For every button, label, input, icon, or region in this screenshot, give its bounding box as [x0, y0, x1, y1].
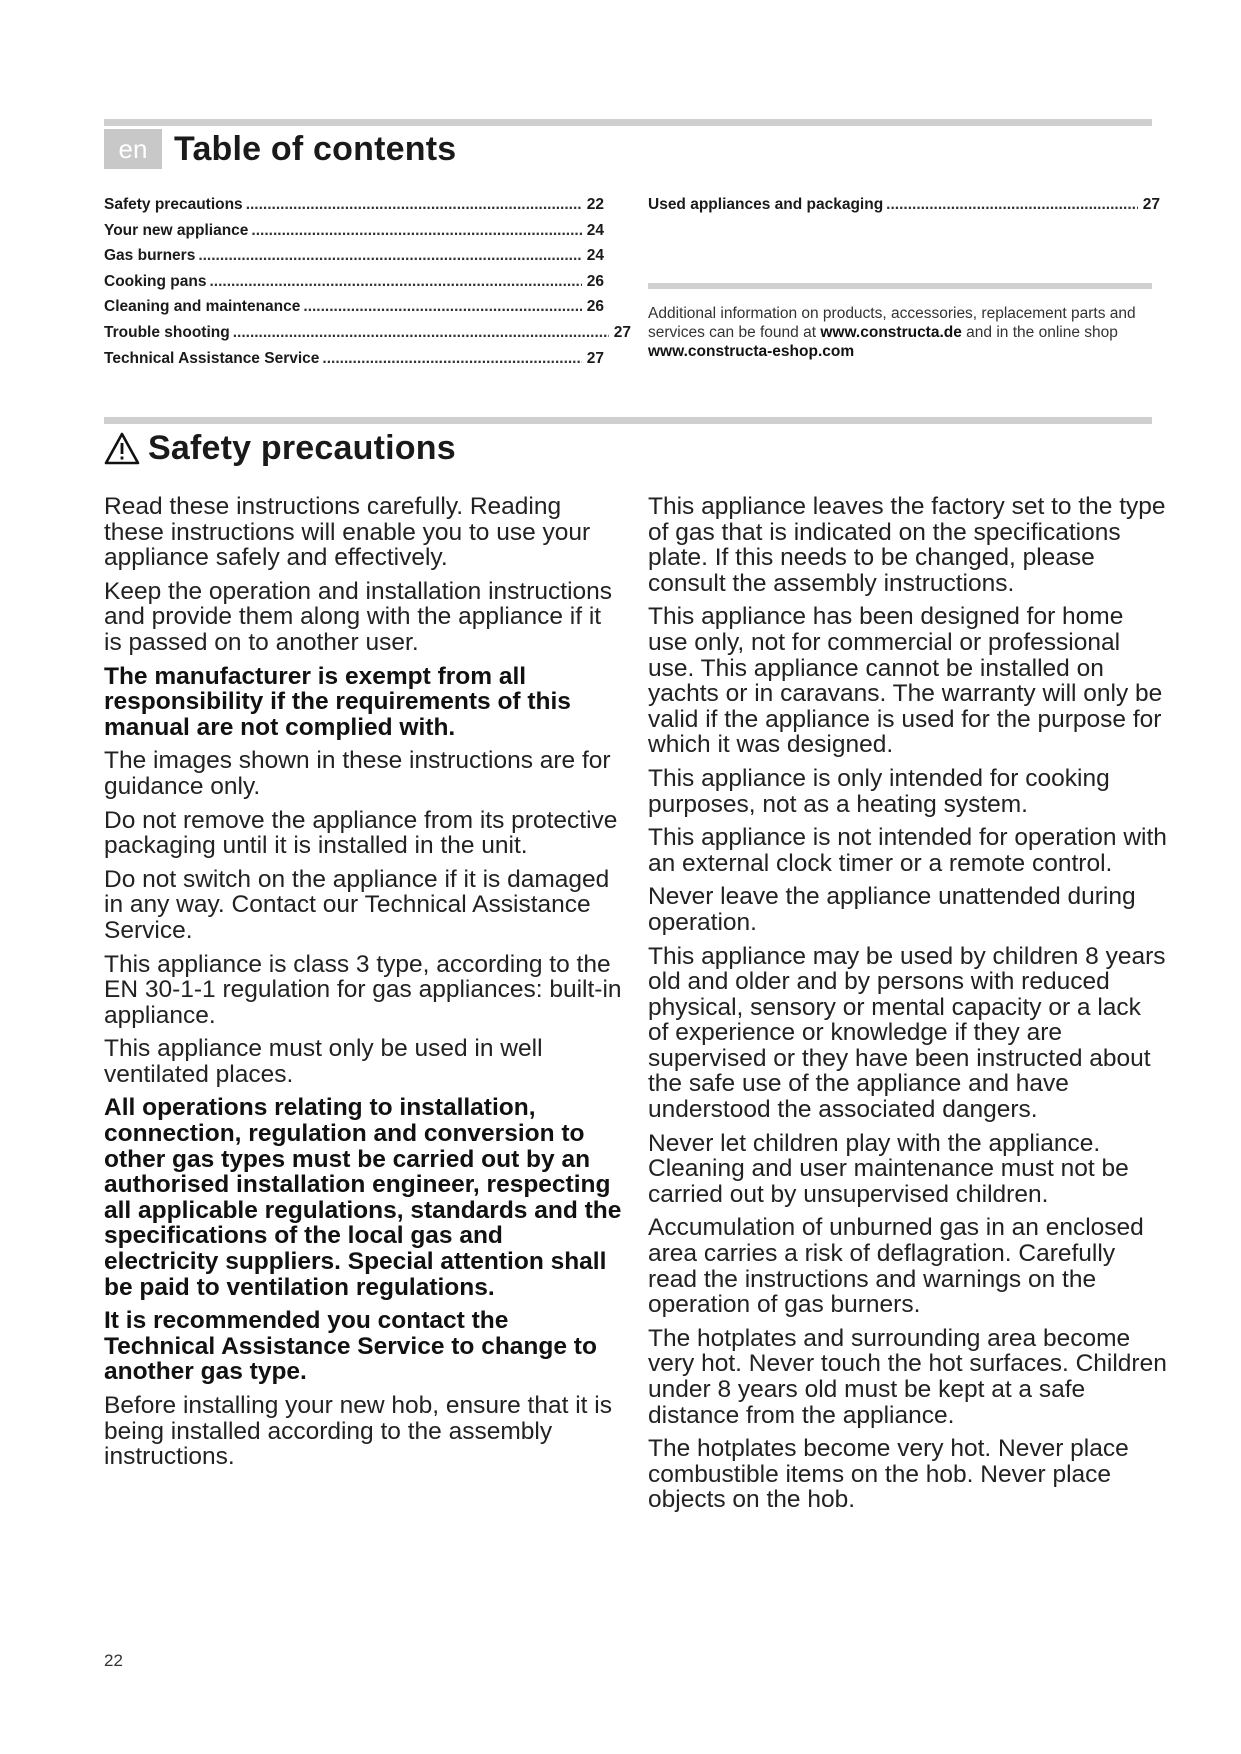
toc-entry[interactable] — [104, 222, 604, 248]
safety-paragraph: Do not remove the appliance from its protective packaging until it is installed in the unit. — [104, 806, 618, 860]
toc-entry[interactable] — [104, 298, 604, 324]
toc-leader-dots — [198, 247, 581, 265]
toc-entry[interactable] — [648, 196, 1160, 222]
page-number: 22 — [104, 1651, 123, 1670]
warning-triangle-icon — [104, 432, 140, 466]
safety-rule — [104, 417, 1152, 424]
toc-entry-page: 27 — [613, 323, 631, 341]
safety-paragraph: Accumulation of unburned gas in an enclosed area carries a risk of deflagration. Carefully read the instructions and warnings on the operation of gas burners. — [648, 1214, 1144, 1319]
toc-entry[interactable] — [104, 324, 631, 350]
toc-entry-page: 22 — [586, 196, 604, 213]
toc-leader-dots — [209, 273, 581, 291]
toc-entry-page: 26 — [586, 272, 604, 290]
constructa-link[interactable]: www.constructa.de — [820, 324, 962, 341]
toc-entry-page: 27 — [1142, 196, 1160, 213]
toc-entry-page: 24 — [586, 221, 604, 239]
toc-header — [104, 129, 456, 169]
toc-entry-label: Your new appliance — [104, 221, 249, 239]
toc-leader-dots — [246, 196, 582, 214]
toc-entry-label: Trouble shooting — [104, 323, 230, 341]
toc-entry[interactable] — [104, 196, 604, 222]
toc-entry-label: Safety precautions — [104, 196, 243, 213]
toc-leader-dots — [251, 222, 581, 240]
toc-entry-label: Cleaning and maintenance — [104, 298, 301, 316]
toc-entry[interactable] — [104, 350, 604, 376]
toc-entry-label: Gas burners — [104, 247, 196, 265]
toc-leader-dots — [322, 350, 581, 368]
toc-entry-page: 27 — [586, 349, 604, 367]
safety-paragraph: Never let children play with the appliance. Cleaning and user maintenance must not be carried out by unsupervised children. — [648, 1129, 1129, 1208]
safety-paragraph: This appliance is only intended for cooking purposes, not as a heating system. — [648, 764, 1110, 818]
info-divider — [648, 283, 1152, 289]
toc-entry-page: 26 — [586, 298, 604, 316]
safety-paragraph: This appliance may be used by children 8 years old and older and by persons with reduced physical, sensory or mental capacity or a lack of experience or knowledge if they are supervised or they have been instructed about the safe use of the appliance and have understood the associated dangers. — [648, 942, 1166, 1124]
safety-paragraph: Read these instructions carefully. Reading these instructions will enable you to use your appliance safely and effectively. — [104, 493, 591, 572]
toc-entry-page: 24 — [586, 247, 604, 265]
safety-warning-paragraph: All operations relating to installation, connection, regulation and conversion to other gas types must be carried out by an authorised installation engineer, respecting all applicable regulations, standards and the specifications of the local gas and electricity suppliers. Special attention shall be paid to ventilation regulations. — [104, 1094, 622, 1301]
safety-paragraph: Keep the operation and installation instructions and provide them along with the appliance if it is passed on to another user. — [104, 577, 613, 656]
safety-paragraph: This appliance must only be used in well ventilated places. — [104, 1035, 543, 1088]
safety-paragraph: The hotplates and surrounding area become very hot. Never touch the hot surfaces. Children under 8 years old must be kept at a safe distance from the appliance. — [648, 1324, 1167, 1429]
toc-leader-dots — [233, 324, 609, 342]
safety-warning-paragraph: The manufacturer is exempt from all responsibility if the requirements of this manual are not complied with. — [104, 662, 571, 741]
info-text-2: and in the online shop — [961, 324, 1118, 341]
toc-leader-dots — [886, 196, 1138, 214]
toc-leader-dots — [303, 298, 581, 316]
safety-title: Safety precautions — [148, 429, 456, 467]
toc-entry-label: Technical Assistance Service — [104, 349, 320, 367]
language-tag: en — [104, 129, 162, 169]
toc-entry-label: Used appliances and packaging — [648, 196, 884, 213]
toc-title: Table of contents — [174, 129, 457, 168]
safety-paragraph: The images shown in these instructions are for guidance only. — [104, 747, 611, 800]
safety-paragraph: This appliance has been designed for home use only, not for commercial or professional use. This appliance cannot be installed on yachts or in caravans. The warranty will only be valid if the appliance is used for the purpose for which it was designed. — [648, 603, 1163, 759]
safety-paragraph: Do not switch on the appliance if it is damaged in any way. Contact our Technical Assistance Service. — [104, 865, 610, 944]
safety-left-column — [104, 494, 624, 1478]
safety-paragraph: Never leave the appliance unattended during operation. — [648, 883, 1136, 936]
eshop-link[interactable]: www.constructa-eshop.com — [648, 343, 855, 360]
toc-left-column — [104, 196, 631, 375]
toc-entry[interactable] — [104, 247, 604, 273]
safety-warning-paragraph: It is recommended you contact the Technical Assistance Service to change to another gas type. — [104, 1307, 597, 1386]
safety-right-column — [648, 494, 1168, 1521]
toc-entry[interactable] — [104, 273, 604, 299]
safety-paragraph: The hotplates become very hot. Never place combustible items on the hob. Never place objects on the hob. — [648, 1435, 1129, 1514]
toc-right-column — [648, 196, 1160, 222]
safety-header — [104, 429, 456, 468]
safety-paragraph: Before installing your new hob, ensure that it is being installed according to the assembly instructions. — [104, 1392, 612, 1471]
info-text-1: Additional information on products, accessories, replacement parts and services can be found at — [648, 305, 1136, 341]
safety-paragraph: This appliance leaves the factory set to the type of gas that is indicated on the specifications plate. If this needs to be changed, please consult the assembly instructions. — [648, 493, 1166, 597]
toc-entry-label: Cooking pans — [104, 272, 207, 290]
safety-paragraph: This appliance is not intended for operation with an external clock timer or a remote control. — [648, 824, 1167, 877]
safety-paragraph: This appliance is class 3 type, according to the EN 30-1-1 regulation for gas appliances: built-in appliance. — [104, 950, 622, 1029]
top-rule — [104, 119, 1152, 126]
additional-info — [648, 304, 1158, 361]
